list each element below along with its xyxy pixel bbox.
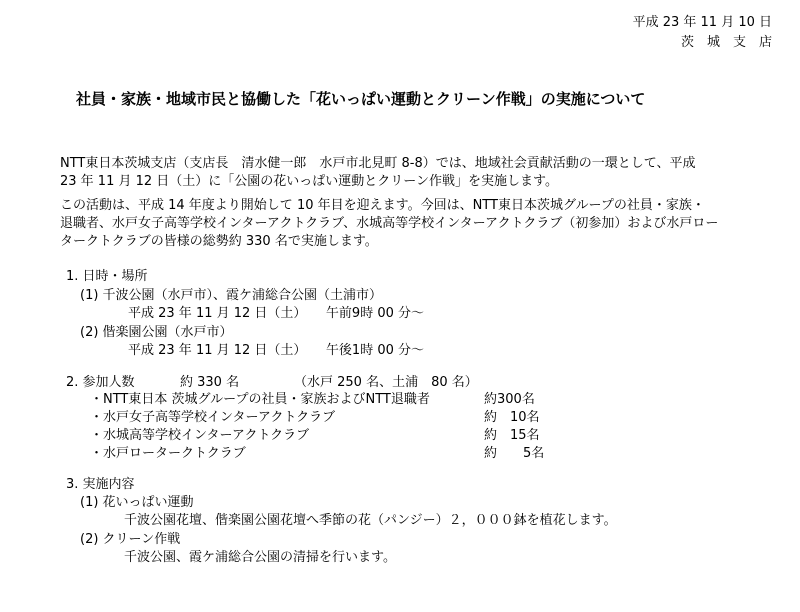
- participant-count: 約 10名: [484, 410, 540, 425]
- participant-group: ・NTT東日本 茨城グループの社員・家族およびNTT退職者: [90, 392, 430, 407]
- activity-detail: 千波公園花壇、偕楽園公園花壇へ季節の花（パンジー）２，０００鉢を植花します。: [124, 513, 617, 528]
- participant-group: ・水戸女子高等学校インターアクトクラブ: [90, 410, 336, 425]
- intro-line: NTT東日本茨城支店（支店長 清水健一郎 水戸市北見町 8-8）では、地域社会貢献活動の一環として、平成: [60, 156, 696, 171]
- issue-date: 平成 23 年 11 月 10 日: [632, 15, 772, 30]
- section-heading: 2. 参加人数: [66, 375, 135, 390]
- participant-total: 約 330 名: [180, 375, 240, 390]
- schedule-time: 平成 23 年 11 月 12 日（土） 午前9時 00 分～: [128, 306, 424, 321]
- intro-line: この活動は、平成 14 年度より開始して 10 年目を迎えます。今回は、NTT東日本茨城グループの社員・家族・: [60, 198, 705, 213]
- participant-breakdown: （水戸 250 名、土浦 80 名）: [294, 375, 478, 390]
- participant-count: 約300名: [484, 392, 535, 407]
- intro-line: 23 年 11 月 12 日（土）に「公園の花いっぱい運動とクリーン作戦」を実施します。: [60, 174, 558, 189]
- intro-line: 退職者、水戸女子高等学校インターアクトクラブ、水城高等学校インターアクトクラブ（初参加）および水戸ロー: [60, 216, 719, 231]
- document-title: 社員・家族・地域市民と協働した「花いっぱい運動とクリーン作戦」の実施について: [76, 90, 646, 108]
- section-heading: 3. 実施内容: [66, 477, 135, 492]
- intro-line: タークトクラブの皆様の総勢約 330 名で実施します。: [60, 234, 378, 249]
- participant-group: ・水城高等学校インターアクトクラブ: [90, 428, 310, 443]
- participant-count: 約 15名: [484, 428, 540, 443]
- schedule-item: (2) 偕楽園公園（水戸市）: [80, 325, 233, 340]
- activity-item: (2) クリーン作戦: [80, 532, 181, 547]
- participant-count: 約 5名: [484, 446, 545, 461]
- issuing-branch: 茨 城 支 店: [680, 35, 772, 50]
- participant-group: ・水戸ロータークトクラブ: [90, 446, 246, 461]
- schedule-item: (1) 千波公園（水戸市）、霞ケ浦総合公園（土浦市）: [80, 288, 383, 303]
- section-heading: 1. 日時・場所: [66, 269, 148, 284]
- activity-item: (1) 花いっぱい運動: [80, 495, 194, 510]
- activity-detail: 千波公園、霞ケ浦総合公園の清掃を行います。: [124, 550, 396, 565]
- schedule-time: 平成 23 年 11 月 12 日（土） 午後1時 00 分～: [128, 343, 424, 358]
